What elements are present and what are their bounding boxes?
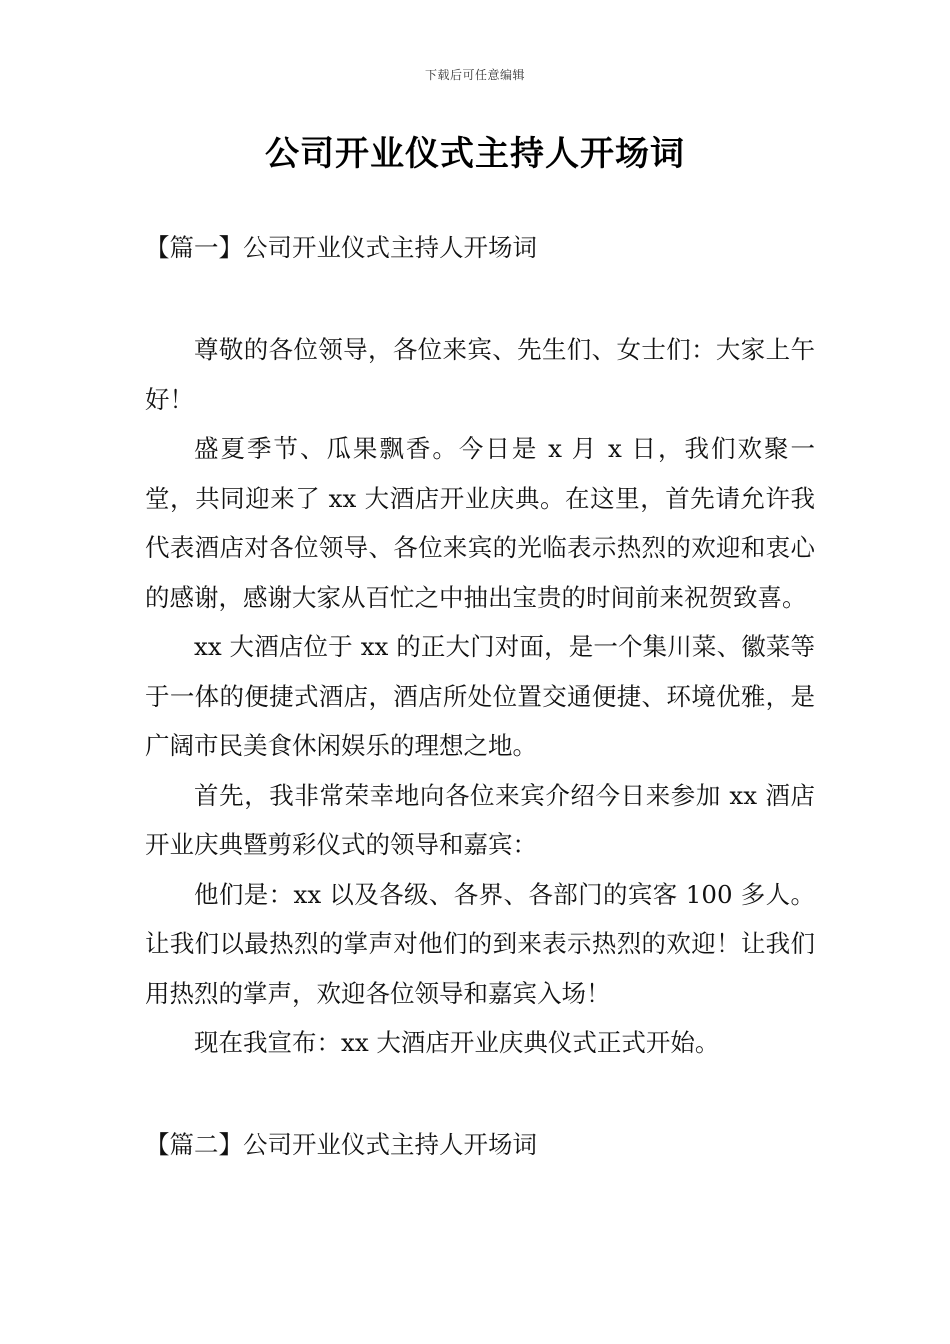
section-two-heading: 【篇二】公司开业仪式主持人开场词 (145, 1130, 537, 1159)
document-title: 公司开业仪式主持人开场词 (265, 134, 685, 174)
header-note: 下载后可任意编辑 (424, 68, 525, 82)
paragraph-guest-intro: 首先，我非常荣幸地向各位来宾介绍今日来参加 xx 酒店开业庆典暨剪彩仪式的领导和嘉宾： (145, 780, 815, 859)
paragraph-hotel-intro: xx 大酒店位于 xx 的正大门对面，是一个集川菜、徽菜等于一体的便捷式酒店，酒店所处位置交通便捷、环境优雅，是广阔市民美食休闲娱乐的理想之地。 (145, 632, 815, 760)
section-one-heading: 【篇一】公司开业仪式主持人开场词 (145, 233, 537, 262)
paragraph-greeting: 尊敬的各位领导，各位来宾、先生们、女士们：大家上午好！ (145, 335, 815, 414)
paragraph-guest-list: 他们是：xx 以及各级、各界、各部门的宾客 100 多人。让我们以最热烈的掌声对他们的到来表示热烈的欢迎！让我们用热烈的掌声，欢迎各位领导和嘉宾入场！ (145, 879, 815, 1008)
paragraph-welcome: 盛夏季节、瓜果飘香。今日是 x 月 x 日，我们欢聚一堂，共同迎来了 xx 大酒店开业庆典。在这里，首先请允许我代表酒店对各位领导、各位来宾的光临表示热烈的欢迎和衷心的感谢，感谢大家从百忙之中抽出宝贵的时间前来祝贺致喜。 (145, 434, 815, 612)
paragraph-announcement: 现在我宣布：xx 大酒店开业庆典仪式正式开始。 (194, 1028, 720, 1057)
document-body (145, 325, 815, 1068)
